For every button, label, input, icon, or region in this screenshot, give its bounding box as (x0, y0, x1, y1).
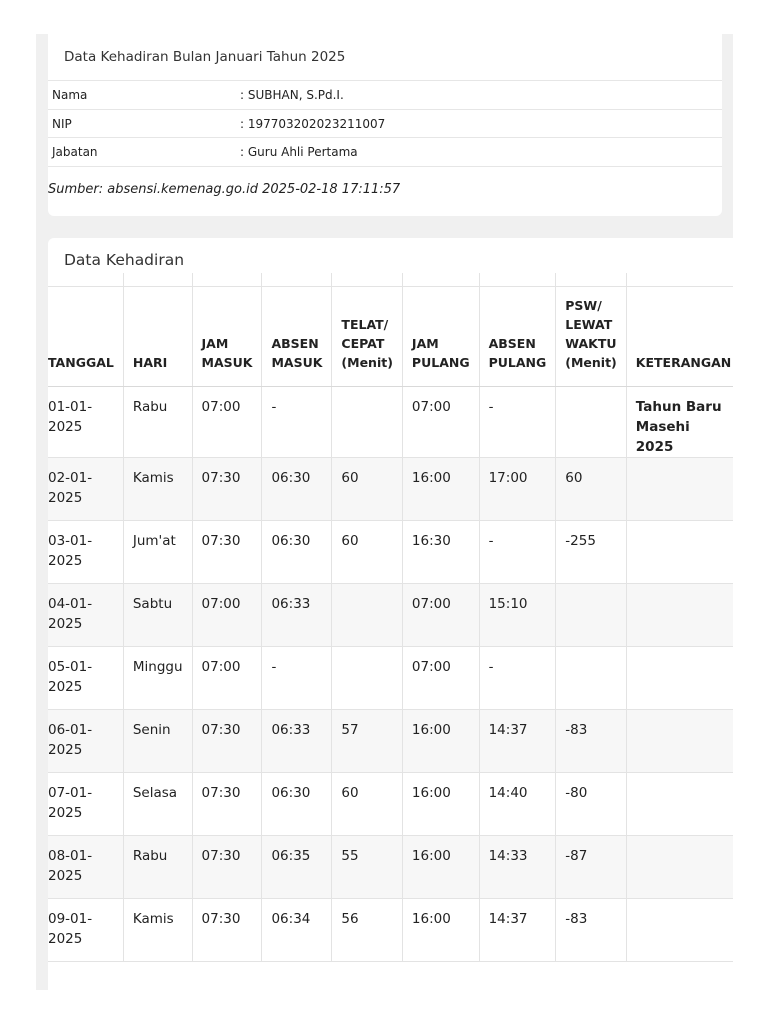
col-psw-cell (556, 387, 627, 458)
source-note: Sumber: absensi.kemenag.go.id 2025-02-18 17:11:57 (48, 182, 401, 197)
col-absen-pulang-cell: 15:10 (479, 584, 556, 647)
info-value-nama: : SUBHAN, S.Pd.I. (240, 88, 344, 102)
col-jam-masuk-cell: 07:30 (192, 458, 262, 521)
col-absen-pulang-cell: - (479, 387, 556, 458)
col-jam-pulang-cell: 16:00 (402, 773, 479, 836)
col-jam-pulang-cell: 07:00 (402, 387, 479, 458)
col-hari-cell: Selasa (123, 773, 192, 836)
attendance-table (48, 273, 733, 962)
info-label-nama: Nama (52, 88, 88, 102)
col-hari-cell: Sabtu (123, 584, 192, 647)
col-telat-cepat-cell: 60 (332, 458, 403, 521)
col-absen-masuk-cell: 06:34 (262, 899, 332, 962)
col-absen-pulang-cell: 14:37 (479, 899, 556, 962)
table-row (48, 458, 733, 521)
col-absen-pulang-cell: 17:00 (479, 458, 556, 521)
col-tanggal-cell: 09-01-2025 (48, 899, 123, 962)
col-keterangan-cell (626, 584, 733, 647)
table-row (48, 899, 733, 962)
col-absen-pulang-cell: - (479, 647, 556, 710)
employee-info-card (48, 34, 722, 216)
col-tanggal-cell: 08-01-2025 (48, 836, 123, 899)
col-keterangan-cell (626, 899, 733, 962)
col-keterangan-header: KETERANGAN (626, 287, 733, 387)
col-telat-cepat-header: TELAT/ CEPAT (Menit) (332, 287, 403, 387)
col-jam-pulang-cell: 07:00 (402, 584, 479, 647)
table-row (48, 387, 733, 458)
col-jam-masuk-cell: 07:00 (192, 584, 262, 647)
info-label-jabatan: Jabatan (52, 145, 98, 159)
col-keterangan-cell (626, 647, 733, 710)
col-jam-masuk-cell: 07:00 (192, 387, 262, 458)
col-psw-cell (556, 584, 627, 647)
col-jam-pulang-cell: 16:00 (402, 899, 479, 962)
col-absen-masuk-header: ABSEN MASUK (262, 287, 332, 387)
col-absen-masuk-cell: 06:33 (262, 584, 332, 647)
col-psw-cell: -255 (556, 521, 627, 584)
col-telat-cepat-cell: 56 (332, 899, 403, 962)
info-row-jabatan (48, 137, 722, 166)
col-absen-masuk-cell: 06:33 (262, 710, 332, 773)
col-tanggal-cell: 01-01-2025 (48, 387, 123, 458)
col-absen-masuk-cell: - (262, 647, 332, 710)
col-telat-cepat-cell (332, 647, 403, 710)
col-telat-cepat-cell: 55 (332, 836, 403, 899)
col-tanggal-cell: 02-01-2025 (48, 458, 123, 521)
report-title: Data Kehadiran Bulan Januari Tahun 2025 (64, 49, 346, 65)
info-divider (48, 166, 722, 167)
table-row (48, 521, 733, 584)
col-absen-masuk-cell: 06:30 (262, 521, 332, 584)
table-header-row (48, 287, 733, 387)
col-tanggal-cell: 03-01-2025 (48, 521, 123, 584)
attendance-title: Data Kehadiran (64, 251, 185, 269)
table-row (48, 647, 733, 710)
col-tanggal-cell: 07-01-2025 (48, 773, 123, 836)
col-psw-cell: -80 (556, 773, 627, 836)
table-row (48, 773, 733, 836)
col-psw-cell: 60 (556, 458, 627, 521)
col-tanggal-cell: 06-01-2025 (48, 710, 123, 773)
info-value-nip: : 197703202023211007 (240, 117, 386, 131)
col-hari-cell: Jum'at (123, 521, 192, 584)
col-absen-masuk-cell: 06:30 (262, 773, 332, 836)
col-tanggal-cell: 05-01-2025 (48, 647, 123, 710)
col-jam-pulang-cell: 16:00 (402, 458, 479, 521)
col-jam-masuk-cell: 07:30 (192, 836, 262, 899)
info-row-nama (48, 80, 722, 109)
table-row (48, 710, 733, 773)
col-absen-pulang-cell: 14:37 (479, 710, 556, 773)
col-jam-masuk-cell: 07:30 (192, 710, 262, 773)
col-jam-masuk-cell: 07:30 (192, 899, 262, 962)
col-jam-masuk-cell: 07:30 (192, 773, 262, 836)
col-jam-masuk-cell: 07:30 (192, 521, 262, 584)
col-jam-masuk-cell: 07:00 (192, 647, 262, 710)
col-telat-cepat-cell (332, 584, 403, 647)
col-absen-pulang-header: ABSEN PULANG (479, 287, 556, 387)
info-label-nip: NIP (52, 117, 72, 131)
col-telat-cepat-cell (332, 387, 403, 458)
col-hari-cell: Senin (123, 710, 192, 773)
col-absen-pulang-cell: 14:33 (479, 836, 556, 899)
col-psw-cell: -87 (556, 836, 627, 899)
col-psw-header: PSW/ LEWAT WAKTU (Menit) (556, 287, 627, 387)
info-value-jabatan: : Guru Ahli Pertama (240, 145, 358, 159)
col-keterangan-cell (626, 836, 733, 899)
attendance-card (48, 238, 733, 998)
col-keterangan-cell (626, 521, 733, 584)
col-hari-header: HARI (123, 287, 192, 387)
col-absen-masuk-cell: 06:35 (262, 836, 332, 899)
col-absen-masuk-cell: 06:30 (262, 458, 332, 521)
col-hari-cell: Kamis (123, 458, 192, 521)
col-jam-pulang-cell: 07:00 (402, 647, 479, 710)
col-keterangan-cell (626, 458, 733, 521)
info-row-nip (48, 109, 722, 138)
col-jam-pulang-header: JAM PULANG (402, 287, 479, 387)
col-jam-pulang-cell: 16:00 (402, 836, 479, 899)
table-body (48, 387, 733, 962)
col-telat-cepat-cell: 60 (332, 773, 403, 836)
header-spacer-row (48, 273, 733, 287)
col-psw-cell: -83 (556, 899, 627, 962)
col-absen-pulang-cell: - (479, 521, 556, 584)
col-jam-masuk-header: JAM MASUK (192, 287, 262, 387)
col-tanggal-cell: 04-01-2025 (48, 584, 123, 647)
col-telat-cepat-cell: 57 (332, 710, 403, 773)
table-row (48, 836, 733, 899)
col-hari-cell: Rabu (123, 836, 192, 899)
col-jam-pulang-cell: 16:30 (402, 521, 479, 584)
col-keterangan-cell (626, 710, 733, 773)
col-psw-cell (556, 647, 627, 710)
col-keterangan-cell: Tahun Baru Masehi 2025 (626, 387, 733, 458)
col-hari-cell: Minggu (123, 647, 192, 710)
col-psw-cell: -83 (556, 710, 627, 773)
col-keterangan-cell (626, 773, 733, 836)
col-telat-cepat-cell: 60 (332, 521, 403, 584)
col-jam-pulang-cell: 16:00 (402, 710, 479, 773)
col-absen-masuk-cell: - (262, 387, 332, 458)
col-tanggal-header: TANGGAL (48, 287, 123, 387)
col-hari-cell: Rabu (123, 387, 192, 458)
col-hari-cell: Kamis (123, 899, 192, 962)
col-absen-pulang-cell: 14:40 (479, 773, 556, 836)
table-row (48, 584, 733, 647)
